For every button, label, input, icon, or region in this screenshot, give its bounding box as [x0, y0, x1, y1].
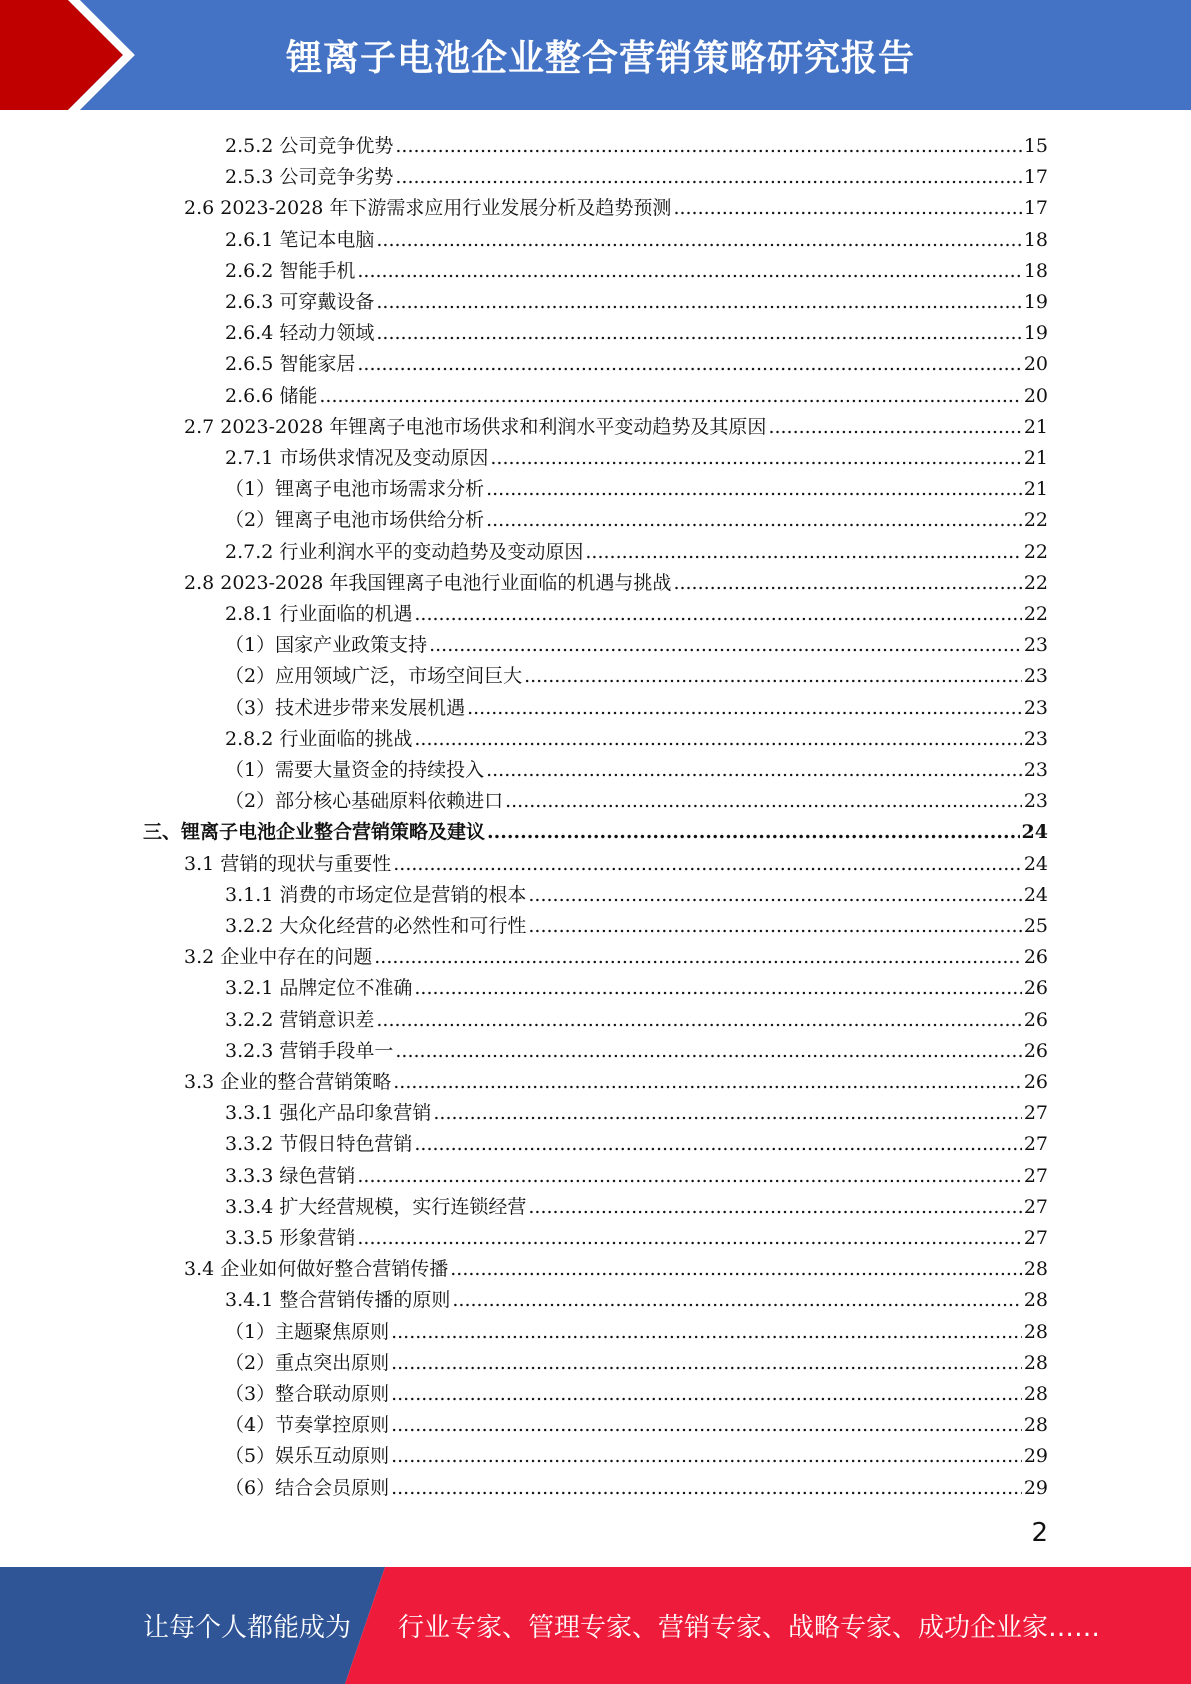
toc-entry[interactable]: [225, 689, 1048, 720]
toc-entry-page: 17: [1023, 166, 1048, 189]
toc-entry[interactable]: [225, 1437, 1048, 1468]
toc-entry[interactable]: [184, 189, 1048, 220]
toc-entry-label: 2.6.5 智能家居: [225, 353, 356, 376]
toc-entry-page: 27: [1023, 1133, 1048, 1156]
toc-entry-page: 20: [1023, 384, 1048, 407]
toc-dot-leader: [452, 1288, 1021, 1312]
toc-entry-label: （2）重点突出原则: [225, 1351, 390, 1374]
toc-entry-page: 18: [1023, 259, 1048, 282]
toc-entry-label: 3.3.5 形象营销: [225, 1227, 356, 1249]
toc-dot-leader: [391, 1444, 1022, 1468]
toc-entry[interactable]: [225, 283, 1048, 314]
toc-entry[interactable]: [225, 1469, 1048, 1500]
toc-entry[interactable]: [225, 1375, 1048, 1406]
toc-dot-leader: [374, 945, 1022, 969]
toc-entry-label: 2.8.1 行业面临的机遇: [225, 603, 413, 625]
toc-dot-leader: [393, 1070, 1022, 1094]
toc-entry-page: 20: [1023, 353, 1048, 376]
toc-dot-leader: [528, 1195, 1021, 1219]
toc-entry-page: 28: [1023, 1258, 1048, 1281]
toc-dot-leader: [450, 1257, 1022, 1281]
toc-entry-label: 3.2.2 大众化经营的必然性和可行性: [225, 915, 527, 937]
page-header: [0, 0, 1191, 110]
toc-entry-page: 27: [1023, 1102, 1048, 1125]
toc-entry-page: 29: [1023, 1476, 1048, 1499]
toc-entry-page: 15: [1023, 135, 1048, 157]
toc-entry-page: 27: [1023, 1164, 1048, 1187]
toc-entry[interactable]: [225, 533, 1048, 564]
toc-entry-label: 2.5.2 公司竞争优势: [225, 135, 394, 157]
toc-dot-leader: [486, 508, 1022, 532]
toc-entry-page: 26: [1023, 1071, 1048, 1093]
toc-entry-page: 27: [1023, 1195, 1048, 1218]
toc-dot-leader: [395, 1039, 1021, 1063]
toc-entry[interactable]: [225, 751, 1048, 782]
toc-entry-page: 19: [1023, 322, 1048, 345]
toc-entry[interactable]: [225, 595, 1048, 626]
toc-entry-page: 18: [1023, 228, 1048, 251]
toc-entry[interactable]: [225, 1001, 1048, 1032]
toc-dot-leader: [357, 1226, 1021, 1250]
toc-entry[interactable]: [225, 1281, 1048, 1312]
toc-entry-page: 23: [1023, 696, 1048, 719]
toc-dot-leader: [414, 602, 1021, 626]
toc-entry-page: 26: [1023, 946, 1048, 969]
toc-dot-leader: [391, 1413, 1022, 1437]
toc-entry[interactable]: [225, 1125, 1048, 1156]
toc-dot-leader: [486, 477, 1022, 501]
toc-entry-label: 3.2.1 品牌定位不准确: [225, 977, 413, 1000]
toc-entry-label: 2.6.4 轻动力领域: [225, 322, 375, 345]
footer-slogan-right: 行业专家、管理专家、营销专家、战略专家、成功企业家……: [398, 1613, 1101, 1643]
toc-entry[interactable]: [225, 1157, 1048, 1188]
toc-entry-page: 24: [1021, 821, 1048, 844]
toc-entry-page: 28: [1023, 1383, 1048, 1405]
toc-entry-label: 3.1 营销的现状与重要性: [184, 852, 392, 875]
toc-entry-label: 2.7.2 行业利润水平的变动趋势及变动原因: [225, 540, 584, 563]
toc-entry-page: 24: [1023, 852, 1048, 875]
toc-entry-label: 3.3.3 绿色营销: [225, 1164, 356, 1187]
toc-entry-page: 26: [1023, 977, 1048, 1000]
red-chevron-decoration: [0, 0, 150, 110]
toc-entry-page: 26: [1023, 1008, 1048, 1031]
toc-entry-label: 3.3.2 节假日特色营销: [225, 1133, 413, 1156]
toc-entry[interactable]: [225, 720, 1048, 751]
toc-entry-label: 2.7 2023-2028 年锂离子电池市场供求和利润水平变动趋势及其原因: [184, 415, 767, 438]
toc-entry[interactable]: [184, 845, 1048, 876]
toc-dot-leader: [429, 633, 1022, 657]
toc-entry-page: 25: [1023, 915, 1048, 937]
toc-entry-label: （4）节奏掌控原则: [225, 1414, 390, 1437]
toc-entry[interactable]: [225, 1406, 1048, 1437]
toc-entry-page: 17: [1023, 197, 1048, 220]
toc-dot-leader: [319, 384, 1021, 408]
toc-entry-label: 三、锂离子电池企业整合营销策略及建议: [143, 821, 486, 844]
page-footer: [0, 1567, 1191, 1684]
toc-dot-leader: [391, 1320, 1022, 1344]
toc-entry[interactable]: [225, 345, 1048, 376]
toc-entry-label: 2.6 2023-2028 年下游需求应用行业发展分析及趋势预测: [184, 197, 672, 220]
toc-entry-label: 2.6.3 可穿戴设备: [225, 291, 375, 313]
toc-entry-label: 2.6.1 笔记本电脑: [225, 228, 375, 251]
toc-dot-leader: [376, 321, 1021, 345]
toc-entry-label: 3.4.1 整合营销传播的原则: [225, 1289, 451, 1312]
toc-entry-page: 28: [1023, 1320, 1048, 1343]
toc-entry-page: 19: [1023, 291, 1048, 313]
toc-dot-leader: [391, 1476, 1022, 1500]
toc-entry[interactable]: [225, 470, 1048, 501]
toc-entry-page: 21: [1023, 478, 1048, 501]
toc-entry-label: 2.8 2023-2028 年我国锂离子电池行业面临的机遇与挑战: [184, 571, 672, 594]
toc-entry-label: 2.6.6 储能: [225, 384, 318, 407]
toc-dot-leader: [768, 415, 1021, 439]
toc-entry-label: （1）锂离子电池市场需求分析: [225, 478, 485, 501]
toc-dot-leader: [414, 1132, 1021, 1156]
toc-entry-label: 3.1.1 消费的市场定位是营销的根本: [225, 883, 527, 906]
toc-dot-leader: [528, 883, 1021, 907]
toc-dot-leader: [486, 758, 1022, 782]
toc-entry[interactable]: [184, 408, 1048, 439]
toc-entry-label: （1）国家产业政策支持: [225, 634, 428, 657]
toc-entry[interactable]: [225, 1032, 1048, 1063]
toc-entry-page: 21: [1023, 447, 1048, 469]
toc-dot-leader: [395, 134, 1021, 158]
toc-dot-leader: [357, 352, 1021, 376]
report-title: 锂离子电池企业整合营销策略研究报告: [285, 37, 915, 79]
toc-entry-label: （2）部分核心基础原料依赖进口: [225, 790, 504, 813]
toc-entry-label: （3）整合联动原则: [225, 1383, 390, 1405]
toc-entry-label: 2.6.2 智能手机: [225, 259, 356, 282]
footer-slogan-left: 让每个人都能成为: [143, 1613, 352, 1643]
page-number: 2: [1031, 1518, 1048, 1548]
toc-entry-label: （2）锂离子电池市场供给分析: [225, 509, 485, 532]
toc-entry-page: 21: [1023, 415, 1048, 438]
toc-entry[interactable]: [184, 938, 1048, 969]
toc-entry[interactable]: [225, 876, 1048, 907]
toc-entry-label: （1）主题聚焦原则: [225, 1320, 390, 1343]
toc-entry-label: 2.8.2 行业面临的挑战: [225, 727, 413, 750]
toc-dot-leader: [357, 259, 1021, 283]
toc-dot-leader: [467, 696, 1022, 720]
toc-entry-page: 28: [1023, 1289, 1048, 1312]
toc-dot-leader: [433, 1101, 1021, 1125]
toc-entry[interactable]: [184, 564, 1048, 595]
toc-entry[interactable]: [225, 377, 1048, 408]
toc-entry-page: 24: [1023, 883, 1048, 906]
toc-dot-leader: [357, 1164, 1021, 1188]
toc-entry-page: 23: [1023, 790, 1048, 813]
toc-entry[interactable]: [225, 158, 1048, 189]
toc-entry-label: 2.5.3 公司竞争劣势: [225, 166, 394, 189]
toc-entry[interactable]: [184, 1063, 1048, 1094]
toc-entry-page: 27: [1023, 1227, 1048, 1249]
toc-entry[interactable]: [225, 1188, 1048, 1219]
toc-dot-leader: [376, 290, 1021, 314]
toc-dot-leader: [376, 1008, 1021, 1032]
toc-entry-page: 22: [1023, 540, 1048, 563]
toc-entry[interactable]: [225, 907, 1048, 938]
toc-dot-leader: [490, 446, 1021, 470]
toc-dot-leader: [487, 820, 1020, 844]
toc-dot-leader: [585, 540, 1021, 564]
toc-entry[interactable]: [225, 501, 1048, 532]
toc-entry-page: 28: [1023, 1414, 1048, 1437]
toc-entry-page: 22: [1023, 509, 1048, 532]
toc-entry-label: 3.3 企业的整合营销策略: [184, 1071, 392, 1093]
toc-dot-leader: [414, 727, 1021, 751]
toc-entry-page: 23: [1023, 727, 1048, 750]
toc-entry-label: 3.3.1 强化产品印象营销: [225, 1102, 432, 1125]
toc-dot-leader: [414, 976, 1021, 1000]
toc-entry[interactable]: [225, 127, 1048, 158]
toc-dot-leader: [524, 664, 1022, 688]
toc-dot-leader: [391, 1351, 1022, 1375]
toc-dot-leader: [673, 571, 1021, 595]
toc-entry[interactable]: [143, 813, 1048, 844]
toc-entry[interactable]: [225, 782, 1048, 813]
toc-entry-label: 3.2.2 营销意识差: [225, 1008, 375, 1031]
toc-entry[interactable]: [225, 439, 1048, 470]
toc-entry-label: 3.2.3 营销手段单一: [225, 1039, 394, 1062]
toc-entry-label: 3.2 企业中存在的问题: [184, 946, 373, 969]
toc-entry-page: 23: [1023, 759, 1048, 781]
toc-entry-label: （1）需要大量资金的持续投入: [225, 759, 485, 781]
toc-entry-label: 3.4 企业如何做好整合营销传播: [184, 1258, 449, 1281]
toc-entry[interactable]: [225, 314, 1048, 345]
toc-entry[interactable]: [184, 1250, 1048, 1281]
toc-entry[interactable]: [225, 969, 1048, 1000]
toc-entry-label: 2.7.1 市场供求情况及变动原因: [225, 447, 489, 469]
toc-entry-page: 29: [1023, 1445, 1048, 1468]
toc-entry-page: 26: [1023, 1039, 1048, 1062]
toc-entry-label: （3）技术进步带来发展机遇: [225, 696, 466, 719]
toc-dot-leader: [528, 914, 1021, 938]
toc-dot-leader: [376, 228, 1021, 252]
toc-entry-label: 3.3.4 扩大经营规模，实行连锁经营: [225, 1195, 527, 1218]
toc-entry[interactable]: [225, 1219, 1048, 1250]
toc-dot-leader: [673, 196, 1021, 220]
toc-entry-page: 28: [1023, 1351, 1048, 1374]
toc-entry-label: （6）结合会员原则: [225, 1476, 390, 1499]
toc-dot-leader: [393, 852, 1022, 876]
toc-dot-leader: [505, 789, 1022, 813]
toc-entry[interactable]: [225, 657, 1048, 688]
toc-entry[interactable]: [225, 252, 1048, 283]
toc-entry-label: （2）应用领域广泛，市场空间巨大: [225, 665, 523, 688]
toc-entry-page: 23: [1023, 665, 1048, 688]
toc-entry[interactable]: [225, 1344, 1048, 1375]
toc-entry-page: 22: [1023, 603, 1048, 625]
toc-entry-page: 23: [1023, 634, 1048, 657]
toc-entry-page: 22: [1023, 571, 1048, 594]
toc-dot-leader: [395, 165, 1021, 189]
toc-entry[interactable]: [225, 221, 1048, 252]
toc-entry[interactable]: [225, 1094, 1048, 1125]
toc-dot-leader: [391, 1382, 1022, 1406]
toc-entry[interactable]: [225, 626, 1048, 657]
toc-entry-label: （5）娱乐互动原则: [225, 1445, 390, 1468]
toc-entry[interactable]: [225, 1313, 1048, 1344]
